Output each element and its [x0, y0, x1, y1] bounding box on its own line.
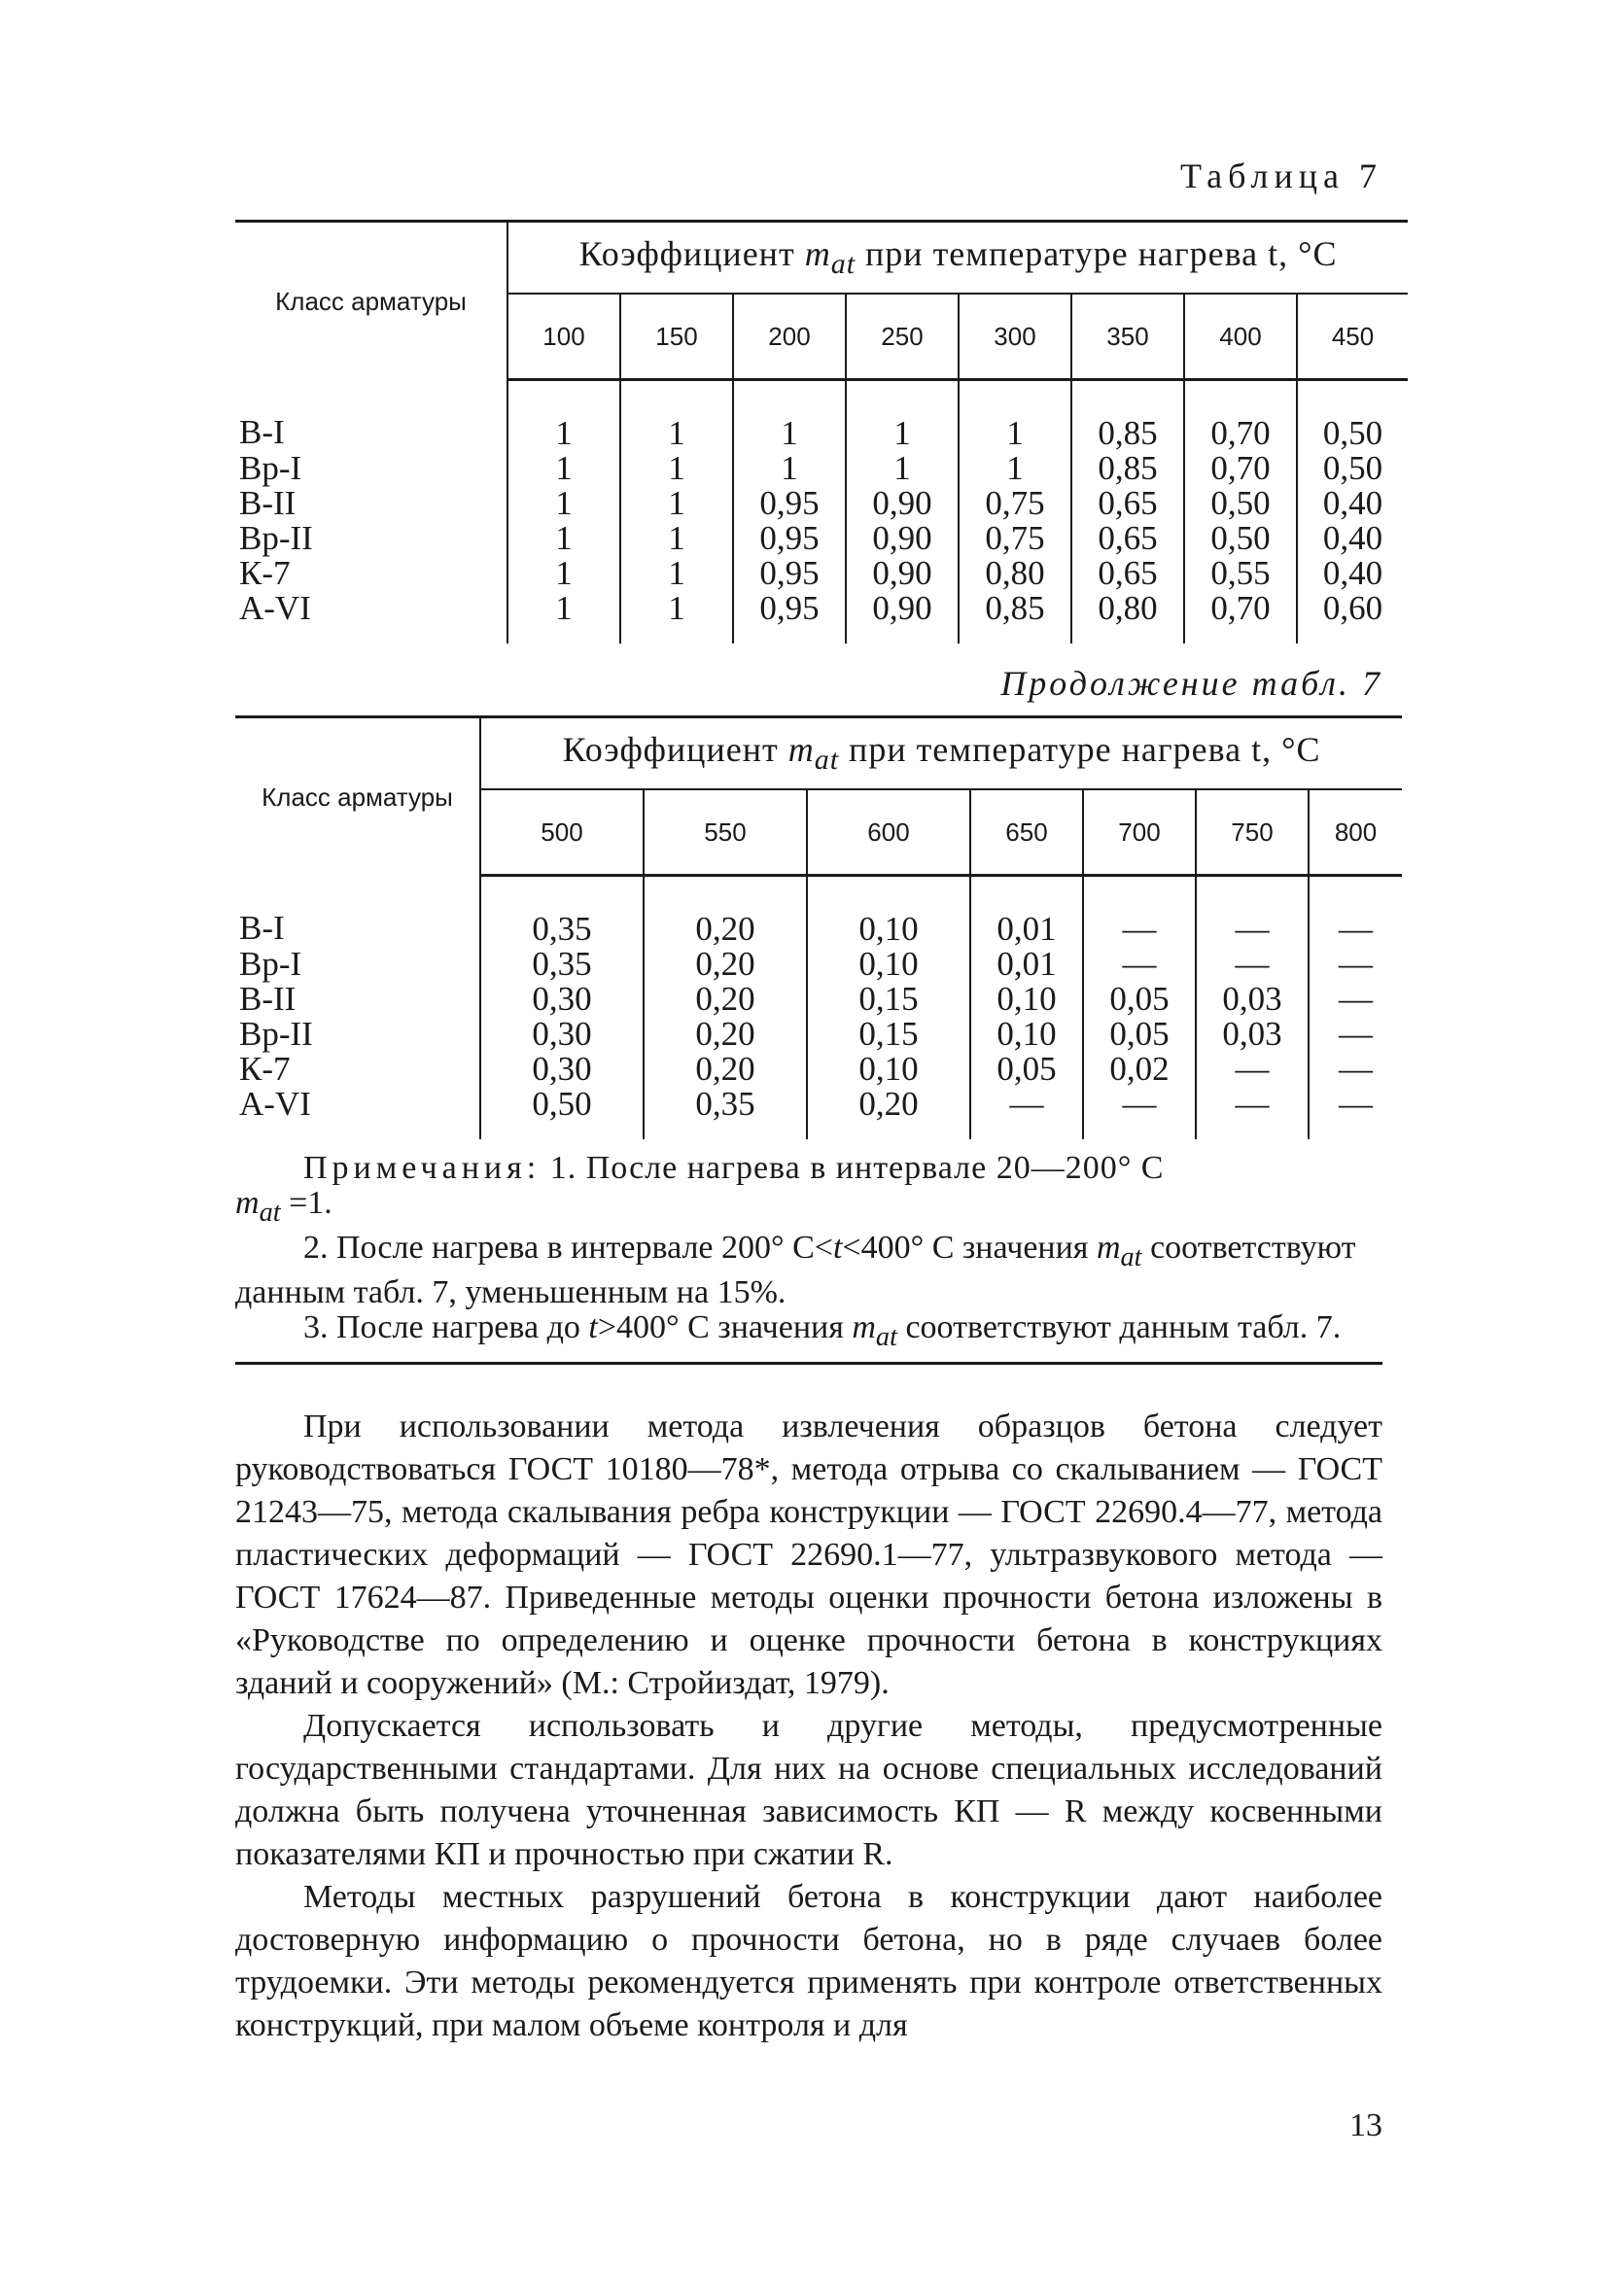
table-row: [235, 947, 1402, 982]
coefficient-cell: —: [1083, 876, 1196, 948]
document-page: [235, 156, 1382, 2047]
coefficient-cell: 1: [555, 589, 573, 627]
coefficient-cell: 1: [620, 451, 733, 486]
coefficient-cell: 0,30: [532, 1050, 592, 1088]
table-row: [235, 1087, 1402, 1139]
table-row: [235, 521, 1408, 556]
body-text: [235, 1406, 1382, 2047]
coefficient-cell: 0,40: [1297, 486, 1408, 521]
coefficient-cell: —: [1309, 1017, 1402, 1052]
coefficient-cell: —: [1196, 876, 1309, 948]
coefficient-header: Коэффициент $m_{at}$ при температуре нагрева t, °С: [480, 717, 1402, 790]
temperature-header: 350: [1071, 294, 1184, 380]
reinforcement-class-cell: Вр-I: [235, 947, 480, 982]
coefficient-cell: 0,03: [1196, 1017, 1309, 1052]
reinforcement-class-cell: К-7: [235, 556, 507, 591]
coefficient-cell: 0,85: [1071, 451, 1184, 486]
coefficient-cell: 1: [959, 380, 1071, 452]
table-row: [235, 876, 1402, 948]
coefficient-cell: —: [1083, 1087, 1196, 1139]
coefficient-cell: —: [1309, 876, 1402, 948]
coefficient-cell: 0,50: [1184, 521, 1297, 556]
coefficient-cell: 1: [620, 486, 733, 521]
coefficient-cell: 1: [846, 451, 959, 486]
coefficient-cell: 0,10: [807, 1052, 970, 1087]
temperature-header: 750: [1196, 789, 1309, 876]
reinforcement-class-cell: Вр-I: [235, 451, 507, 486]
temperature-header: 800: [1309, 789, 1402, 876]
coefficient-cell: 0,05: [1083, 1017, 1196, 1052]
temperature-header: 700: [1083, 789, 1196, 876]
coefficient-cell: —: [1309, 1087, 1402, 1139]
coefficient-cell: 1: [555, 449, 573, 487]
coefficient-cell: 0,30: [532, 1015, 592, 1053]
class-column-header: Класс арматуры: [235, 222, 507, 380]
coefficient-cell: 0,85: [959, 591, 1071, 644]
coefficient-cell: 0,03: [1196, 982, 1309, 1017]
coefficient-cell: 0,65: [1071, 521, 1184, 556]
note-2: 2. После нагрева в интервале 200° С<t<400° С значения $m_{at}$ соответствуют данным табл. 7, уменьшенным на 15%.: [235, 1229, 1356, 1310]
coefficient-cell: 0,90: [846, 521, 959, 556]
coefficient-cell: —: [1196, 947, 1309, 982]
coefficient-cell: 0,20: [807, 1087, 970, 1139]
coefficient-cell: 0,65: [1071, 556, 1184, 591]
coefficient-cell: 0,90: [846, 556, 959, 591]
coefficient-cell: 0,05: [970, 1052, 1083, 1087]
temperature-header: 150: [620, 294, 733, 380]
reinforcement-class-cell: А-VI: [235, 1087, 480, 1139]
coefficient-cell: 0,40: [1297, 521, 1408, 556]
coefficient-cell: 0,35: [532, 945, 592, 983]
coefficient-cell: 1: [846, 380, 959, 452]
coefficient-cell: 0,95: [733, 521, 846, 556]
temperature-header: 200: [733, 294, 846, 380]
coefficient-cell: 0,10: [807, 876, 970, 948]
paragraph-2: Допускается использовать и другие методы, предусмотренные государственными стандартами. Для них на основе специальных исследований должна быть получена уточненная зависимость КП — R между косвенными показателями КП и прочностью при сжатии R.: [235, 1708, 1382, 1873]
coefficient-cell: —: [1309, 982, 1402, 1017]
coefficient-cell: 0,01: [970, 876, 1083, 948]
coefficient-cell: 0,15: [807, 982, 970, 1017]
coefficient-cell: 0,30: [532, 980, 592, 1018]
coefficient-cell: 1: [620, 591, 733, 644]
coefficient-cell: 0,20: [644, 982, 807, 1017]
coefficient-cell: —: [970, 1087, 1083, 1139]
table-caption: Таблица 7: [1180, 157, 1382, 195]
note-1-cont: $m_{at} =1$.: [235, 1185, 332, 1228]
coefficient-cell: —: [1309, 947, 1402, 982]
coefficient-cell: 1: [555, 554, 573, 592]
temperature-header: 550: [644, 789, 807, 876]
coefficient-cell: 0,90: [846, 486, 959, 521]
coefficient-cell: 0,15: [807, 1017, 970, 1052]
coefficient-cell: 0,20: [644, 947, 807, 982]
coefficient-cell: 1: [555, 484, 573, 522]
coefficient-cell: 0,80: [1071, 591, 1184, 644]
coefficient-cell: 1: [733, 451, 846, 486]
coefficient-cell: 0,90: [846, 591, 959, 644]
coefficient-cell: 1: [555, 414, 573, 452]
temperature-header: 600: [807, 789, 970, 876]
coefficient-table-2: [235, 715, 1402, 1139]
coefficient-cell: 0,60: [1297, 591, 1408, 644]
note-3: 3. После нагрева до t>400° С значения $m_{at}$ соответствуют данным табл. 7.: [303, 1308, 1342, 1352]
coefficient-cell: 0,95: [733, 591, 846, 644]
coefficient-cell: —: [1309, 1052, 1402, 1087]
reinforcement-class-cell: Вр-II: [235, 1017, 480, 1052]
coefficient-cell: 0,75: [959, 486, 1071, 521]
coefficient-cell: 1: [620, 556, 733, 591]
coefficient-cell: 1: [555, 519, 573, 557]
temperature-header: 300: [959, 294, 1071, 380]
coefficient-cell: 0,55: [1184, 556, 1297, 591]
paragraph-3: Методы местных разрушений бетона в конструкции дают наиболее достоверную информацию о прочности бетона, но в ряде случаев более трудоемки. Эти методы рекомендуется применять при контроле ответственных конструкций, при малом объеме контроля и для: [235, 1879, 1382, 2044]
coefficient-cell: 0,65: [1071, 486, 1184, 521]
coefficient-cell: 0,20: [644, 1017, 807, 1052]
reinforcement-class-cell: Вр-II: [235, 521, 507, 556]
coefficient-cell: 0,10: [807, 947, 970, 982]
coefficient-cell: 0,10: [970, 1017, 1083, 1052]
coefficient-cell: 0,75: [959, 521, 1071, 556]
reinforcement-class-cell: К-7: [235, 1052, 480, 1087]
coefficient-cell: 1: [620, 380, 733, 452]
coefficient-cell: 0,85: [1071, 380, 1184, 452]
temperature-header: 500: [480, 789, 644, 876]
coefficient-cell: 0,05: [1083, 982, 1196, 1017]
coefficient-cell: 0,70: [1184, 451, 1297, 486]
paragraph-1: При использовании метода извлечения образцов бетона следует руководствоваться ГОСТ 10180—78*, метода отрыва со скалыванием — ГОСТ 21243—75, метода скалывания ребра конструкции — ГОСТ 22690.4—77, метода пластических деформаций — ГОСТ 22690.1—77, ультразвукового метода — ГОСТ 17624—87. Приведенные методы оценки прочности бетона изложены в «Руководстве по определению и оценке прочности бетона в конструкциях зданий и сооружений» (М.: Стройиздат, 1979).: [235, 1409, 1382, 1702]
coefficient-cell: 0,95: [733, 556, 846, 591]
coefficient-cell: 0,95: [733, 486, 846, 521]
coefficient-cell: —: [1196, 1052, 1309, 1087]
table-row: [235, 982, 1402, 1017]
note-1: Примечания: 1. После нагрева в интервале 20—200° С: [303, 1150, 1165, 1186]
temperature-header: 650: [970, 789, 1083, 876]
coefficient-cell: 0,20: [644, 1052, 807, 1087]
coefficient-cell: —: [1083, 947, 1196, 982]
coefficient-cell: 0,50: [1184, 486, 1297, 521]
reinforcement-class-cell: В-II: [235, 982, 480, 1017]
coefficient-cell: 0,70: [1184, 591, 1297, 644]
table-notes: [235, 1151, 1382, 1365]
coefficient-cell: 1: [620, 521, 733, 556]
table-row: [235, 1017, 1402, 1052]
coefficient-cell: —: [1196, 1087, 1309, 1139]
table-continuation-caption: Продолжение табл. 7: [1000, 664, 1382, 703]
coefficient-cell: 0,40: [1297, 556, 1408, 591]
reinforcement-class-cell: В-I: [235, 380, 507, 452]
class-column-header: Класс арматуры: [235, 717, 480, 876]
coefficient-cell: 0,50: [1297, 451, 1408, 486]
temperature-header: 400: [1184, 294, 1297, 380]
coefficient-cell: 0,02: [1083, 1052, 1196, 1087]
coefficient-cell: 0,80: [959, 556, 1071, 591]
temperature-header: 450: [1297, 294, 1408, 380]
temperature-header: 250: [846, 294, 959, 380]
table-row: [235, 380, 1408, 452]
coefficient-cell: 0,20: [644, 876, 807, 948]
coefficient-cell: 0,50: [1297, 380, 1408, 452]
table-row: [235, 591, 1408, 644]
coefficient-cell: 0,70: [1184, 380, 1297, 452]
notes-divider: [235, 1362, 1382, 1365]
coefficient-table-1: [235, 220, 1408, 644]
coefficient-cell: 1: [733, 380, 846, 452]
coefficient-cell: 0,35: [532, 910, 592, 948]
temperature-header: 100: [507, 294, 620, 380]
coefficient-header: Коэффициент $m_{at}$ при температуре нагрева t, °С: [507, 222, 1408, 295]
page-number: 13: [1349, 2107, 1382, 2143]
reinforcement-class-cell: В-I: [235, 876, 480, 948]
table-row: [235, 451, 1408, 486]
table-row: [235, 1052, 1402, 1087]
coefficient-cell: 1: [959, 451, 1071, 486]
reinforcement-class-cell: А-VI: [235, 591, 507, 644]
table-row: [235, 486, 1408, 521]
reinforcement-class-cell: В-II: [235, 486, 507, 521]
coefficient-cell: 0,10: [970, 982, 1083, 1017]
coefficient-cell: 0,35: [644, 1087, 807, 1139]
table-row: [235, 556, 1408, 591]
coefficient-cell: 0,01: [970, 947, 1083, 982]
coefficient-cell: 0,50: [532, 1085, 592, 1123]
